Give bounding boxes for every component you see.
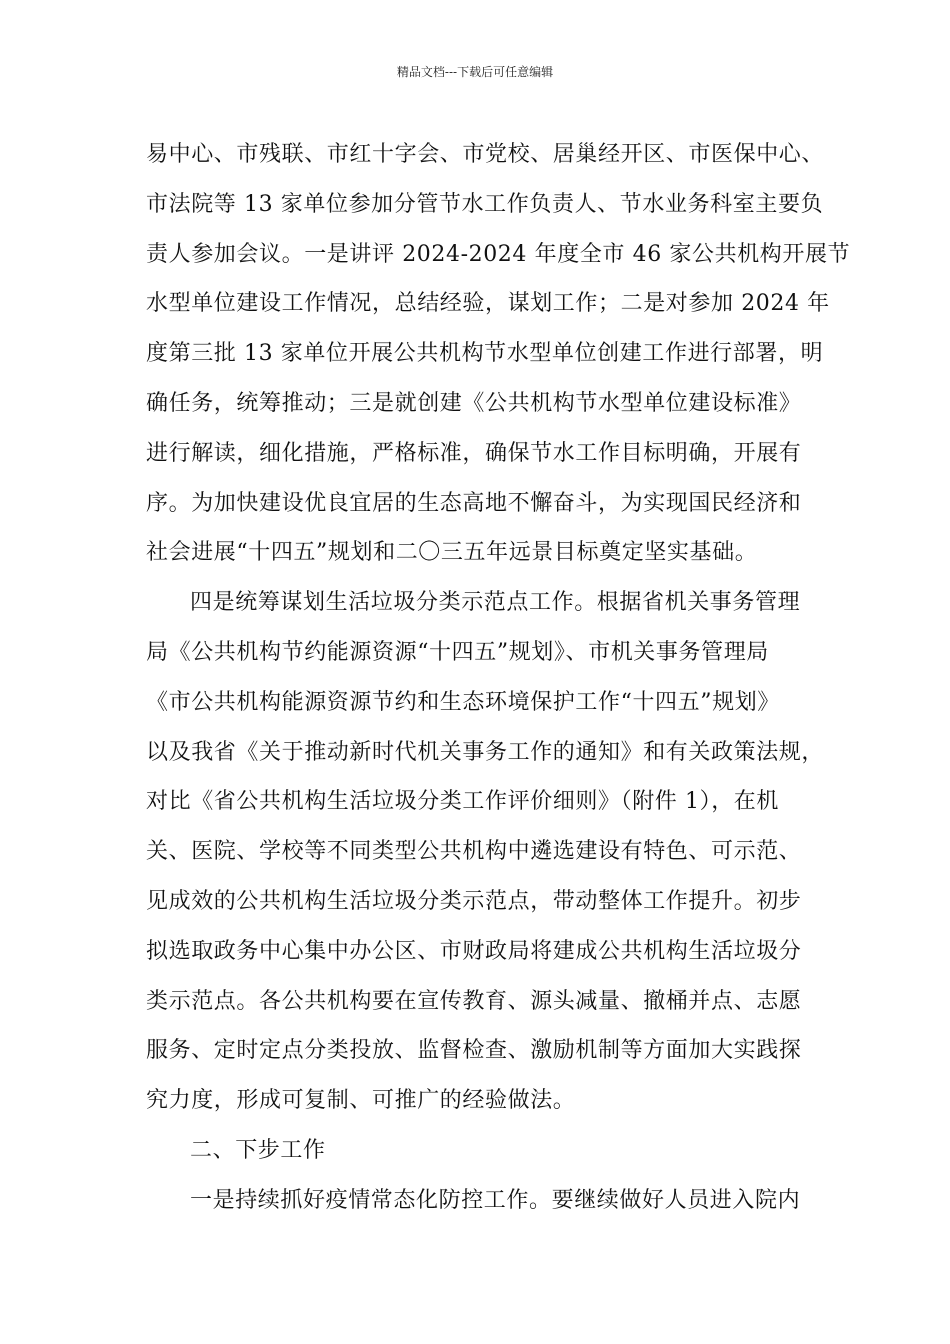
body-line: 对比《省公共机构生活垃圾分类工作评价细则》（附件 1），在机	[146, 789, 779, 815]
body-line: 度第三批 13 家单位开展公共机构节水型单位创建工作进行部署，明	[146, 341, 824, 367]
body-line: 《市公共机构能源资源节约和生态环境保护工作“十四五”规划》	[146, 689, 780, 715]
body-line: 见成效的公共机构生活垃圾分类示范点，带动整体工作提升。初步	[146, 888, 802, 914]
body-line: 服务、定时定点分类投放、监督检查、激励机制等方面加大实践探	[146, 1038, 802, 1064]
body-line: 确任务，统筹推动；三是就创建《公共机构节水型单位建设标准》	[146, 390, 802, 416]
section-heading: 二、下步工作	[190, 1137, 326, 1163]
body-line: 序。为加快建设优良宜居的生态高地不懈奋斗，为实现国民经济和	[146, 490, 802, 516]
body-line: 局《公共机构节约能源资源“十四五”规划》、市机关事务管理局	[146, 639, 769, 665]
body-line: 究力度，形成可复制、可推广的经验做法。	[146, 1088, 576, 1114]
document-body	[146, 130, 851, 1226]
paragraph-start-line: 四是统筹谋划生活垃圾分类示范点工作。根据省机关事务管理	[190, 590, 801, 616]
body-line: 类示范点。各公共机构要在宣传教育、源头减量、撤桶并点、志愿	[146, 988, 802, 1014]
body-line: 关、医院、学校等不同类型公共机构中遴选建设有特色、可示范、	[146, 839, 802, 865]
body-line: 拟选取政务中心集中办公区、市财政局将建成公共机构生活垃圾分	[146, 938, 802, 964]
body-line: 易中心、市残联、市红十字会、市党校、居巢经开区、市医保中心、	[146, 142, 825, 167]
page-header: 精品文档---下载后可任意编辑	[396, 65, 554, 79]
body-line: 社会进展“十四五”规划和二〇三五年远景目标奠定坚实基础。	[146, 540, 758, 566]
body-line: 责人参加会议。一是讲评 2024-2024 年度全市 46 家公共机构开展节	[146, 241, 851, 267]
body-line: 水型单位建设工作情况，总结经验，谋划工作；二是对参加 2024 年	[146, 291, 830, 317]
body-line: 市法院等 13 家单位参加分管节水工作负责人、节水业务科室主要负	[146, 191, 824, 217]
body-line: 以及我省《关于推动新时代机关事务工作的通知》和有关政策法规，	[146, 739, 825, 765]
body-line: 进行解读，细化措施，严格标准，确保节水工作目标明确，开展有	[146, 440, 802, 466]
paragraph-start-line: 一是持续抓好疫情常态化防控工作。要继续做好人员进入院内	[190, 1187, 801, 1213]
